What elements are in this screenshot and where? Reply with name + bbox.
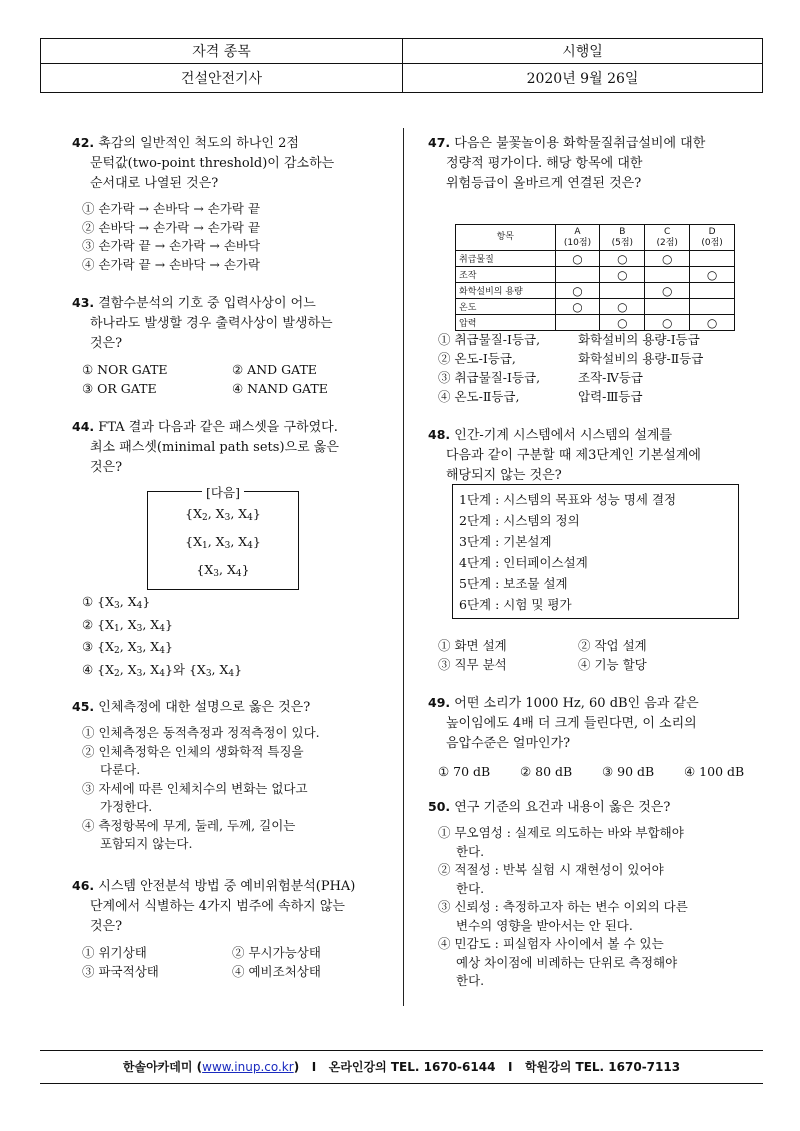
option-3-cont: 가정한다. xyxy=(100,799,153,814)
option-4-cont: 포함되지 않는다. xyxy=(100,836,193,851)
option-3[interactable]: ③ 90 dB xyxy=(602,764,655,779)
risk-table xyxy=(455,224,735,331)
table-header-grade: D (0점) xyxy=(690,225,735,251)
table-header-item: 항목 xyxy=(456,225,556,251)
table-cell xyxy=(555,315,600,331)
option-3[interactable]: ③ 파국적상태 xyxy=(82,964,159,979)
option-1[interactable]: ① 취급물질-Ⅰ등급, xyxy=(438,332,541,347)
question-50 xyxy=(428,797,768,991)
question-number: 47. xyxy=(428,135,451,150)
table-row xyxy=(456,299,735,315)
stage-6: 6단계 : 시험 및 평가 xyxy=(459,597,572,612)
option-4[interactable]: ④ 측정항목에 무게, 둘레, 두께, 길이는 xyxy=(82,817,296,833)
question-49 xyxy=(428,693,768,781)
question-text: 높이임에도 4배 더 크게 들린다면, 이 소리의 xyxy=(446,716,697,731)
question-text: 것은? xyxy=(90,460,123,475)
exam-info-table xyxy=(40,38,763,93)
question-48 xyxy=(428,425,768,486)
option-1[interactable]: ① 위기상태 xyxy=(82,945,147,960)
table-row-label: 조작 xyxy=(456,267,556,283)
table-row xyxy=(456,283,735,299)
option-4[interactable]: ④ 예비조처상태 xyxy=(232,964,321,979)
option-2[interactable]: ② AND GATE xyxy=(232,362,317,377)
question-43 xyxy=(72,293,392,398)
option-1-b: 화학설비의 용량-Ⅰ등급 xyxy=(578,332,700,347)
footer-website-link[interactable]: www.inup.co.kr xyxy=(202,1060,294,1074)
table-cell xyxy=(690,283,735,299)
option-4-cont2: 한다. xyxy=(456,973,485,988)
question-47-options xyxy=(428,330,768,406)
question-number: 44. xyxy=(72,419,95,434)
option-4[interactable]: ④ 손가락 끝 → 손바닥 → 손가락 xyxy=(82,256,261,272)
path-set-3: {$X_3$, $X_4$} xyxy=(196,562,250,579)
table-cell: ○ xyxy=(645,251,690,267)
option-1-cont: 한다. xyxy=(456,843,485,859)
question-47 xyxy=(428,133,768,194)
footer-separator: I xyxy=(507,1060,513,1074)
question-text: FTA 결과 다음과 같은 패스셋을 구하였다. xyxy=(98,420,338,435)
option-2[interactable]: ② 인체측정학은 인체의 생화학적 특징을 xyxy=(82,743,304,759)
table-cell: ○ xyxy=(600,299,645,315)
option-4-cont: 예상 차이점에 비례하는 단위로 측정해야 xyxy=(456,954,678,970)
option-3[interactable]: ③ 취급물질-Ⅰ등급, xyxy=(438,370,541,385)
footer xyxy=(40,1050,763,1084)
table-row-label: 취급물질 xyxy=(456,251,556,267)
footer-online-tel: 온라인강의 TEL. 1670-6144 xyxy=(328,1060,496,1074)
question-text: 시스템 안전분석 방법 중 예비위험분석(PHA) xyxy=(98,879,356,894)
exam-type-value: 건설안전기사 xyxy=(41,64,403,93)
table-cell xyxy=(555,267,600,283)
option-2-cont: 다룬다. xyxy=(100,762,141,777)
path-set-1: {$X_2$, $X_3$, $X_4$} xyxy=(185,506,261,523)
option-3[interactable]: ③ 자세에 따른 인체치수의 변화는 없다고 xyxy=(82,780,308,796)
table-cell: ○ xyxy=(645,315,690,331)
footer-offline-tel: 학원강의 TEL. 1670-7113 xyxy=(524,1060,681,1074)
table-cell: ○ xyxy=(555,283,600,299)
question-44-options xyxy=(72,593,392,683)
question-text: 촉감의 일반적인 척도의 하나인 2점 xyxy=(98,136,299,151)
question-text: 다음은 불꽃놀이용 화학물질취급설비에 대한 xyxy=(454,136,706,151)
question-text: 음압수준은 얼마인가? xyxy=(446,736,571,751)
option-4[interactable]: ④ {$X_2$, $X_3$, $X_4$}와 {$X_3$, $X_4$} xyxy=(82,661,243,679)
option-2[interactable]: ② 온도-Ⅰ등급, xyxy=(438,351,516,366)
table-row-label: 온도 xyxy=(456,299,556,315)
question-text: 단계에서 식별하는 4가지 범주에 속하지 않는 xyxy=(90,899,345,914)
option-2[interactable]: ② 80 dB xyxy=(520,764,573,779)
question-42 xyxy=(72,133,392,274)
table-cell: ○ xyxy=(555,299,600,315)
question-text: 것은? xyxy=(90,919,123,934)
question-number: 46. xyxy=(72,878,95,893)
option-2[interactable]: ② 적절성 : 반복 실험 시 재현성이 있어야 xyxy=(438,862,664,877)
option-1[interactable]: ① {$X_3$, $X_4$} xyxy=(82,594,151,611)
question-text: 정량적 평가이다. 해당 항목에 대한 xyxy=(446,156,643,171)
option-1[interactable]: ① 무오염성 : 실제로 의도하는 바와 부합해야 xyxy=(438,825,684,840)
table-cell: ○ xyxy=(690,315,735,331)
option-3[interactable]: ③ 직무 분석 xyxy=(438,657,507,672)
table-cell xyxy=(690,299,735,315)
stage-5: 5단계 : 보조물 설계 xyxy=(459,576,568,591)
question-text: 다음과 같이 구분할 때 제3단계인 기본설계에 xyxy=(446,448,701,463)
column-divider xyxy=(403,128,404,1006)
option-2[interactable]: ② 무시가능상태 xyxy=(232,945,321,960)
question-text: 위험등급이 올바르게 연결된 것은? xyxy=(446,176,642,191)
table-header-grade: A (10점) xyxy=(555,225,600,251)
option-2-b: 화학설비의 용량-Ⅱ등급 xyxy=(578,351,704,366)
box-title: [다음] xyxy=(202,485,244,500)
table-row-label: 화학설비의 용량 xyxy=(456,283,556,299)
footer-paren: ) xyxy=(293,1060,300,1074)
option-3[interactable]: ③ {$X_2$, $X_3$, $X_4$} xyxy=(82,639,173,656)
question-text: 결함수분석의 기호 중 입력사상이 어느 xyxy=(98,296,316,311)
table-cell xyxy=(645,267,690,283)
option-4[interactable]: ④ 민감도 : 피실험자 사이에서 볼 수 있는 xyxy=(438,936,664,951)
option-3-cont: 변수의 영향을 받아서는 안 된다. xyxy=(456,917,633,933)
stage-1: 1단계 : 시스템의 목표와 성능 명세 결정 xyxy=(459,492,677,507)
stage-2: 2단계 : 시스템의 정의 xyxy=(459,513,580,528)
option-2[interactable]: ② {$X_1$, $X_3$, $X_4$} xyxy=(82,616,173,634)
exam-type-label: 자격 종목 xyxy=(41,39,403,64)
option-1[interactable]: ① NOR GATE xyxy=(82,362,168,377)
question-45 xyxy=(72,697,392,854)
exam-date-value: 2020년 9월 26일 xyxy=(403,64,763,93)
table-row-label: 압력 xyxy=(456,315,556,331)
question-text: 인체측정에 대한 설명으로 옳은 것은? xyxy=(98,700,311,715)
table-row xyxy=(456,267,735,283)
question-46 xyxy=(72,876,392,981)
option-4[interactable]: ④ NAND GATE xyxy=(232,381,328,396)
table-cell: ○ xyxy=(645,283,690,299)
option-4-b: 압력-Ⅲ등급 xyxy=(578,389,643,404)
table-row xyxy=(456,251,735,267)
option-3[interactable]: ③ OR GATE xyxy=(82,381,157,396)
table-cell: ○ xyxy=(600,267,645,283)
question-text: 최소 패스셋(minimal path sets)으로 옳은 xyxy=(90,440,339,455)
question-text: 해당되지 않는 것은? xyxy=(446,468,562,483)
question-text: 문턱값(two-point threshold)이 감소하는 xyxy=(90,156,335,171)
table-cell xyxy=(600,283,645,299)
footer-separator: I xyxy=(311,1060,317,1074)
table-cell: ○ xyxy=(600,251,645,267)
question-text: 하나라도 발생할 경우 출력사상이 발생하는 xyxy=(90,316,333,331)
option-4[interactable]: ④ 온도-Ⅱ등급, xyxy=(438,389,520,404)
option-1[interactable]: ① 70 dB xyxy=(438,764,491,779)
table-header-grade: C (2점) xyxy=(645,225,690,251)
question-text: 연구 기준의 요건과 내용이 옳은 것은? xyxy=(454,800,671,815)
exam-date-label: 시행일 xyxy=(403,39,763,64)
option-3-b: 조작-Ⅳ등급 xyxy=(578,370,644,385)
path-set-box xyxy=(147,485,299,590)
table-cell: ○ xyxy=(555,251,600,267)
question-number: 50. xyxy=(428,799,451,814)
option-2-cont: 한다. xyxy=(456,880,485,896)
stage-3: 3단계 : 기본설계 xyxy=(459,534,552,549)
option-1[interactable]: ① 화면 설계 xyxy=(438,638,507,653)
table-header-grade: B (5점) xyxy=(600,225,645,251)
question-48-options xyxy=(428,636,768,674)
design-stage-box xyxy=(452,484,739,619)
option-2[interactable]: ② 작업 설계 xyxy=(578,638,647,653)
question-text: 순서대로 나열된 것은? xyxy=(90,176,219,191)
option-4[interactable]: ④ 기능 할당 xyxy=(578,657,647,672)
table-row xyxy=(456,315,735,331)
option-4[interactable]: ④ 100 dB xyxy=(684,764,745,779)
path-set-2: {$X_1$, $X_3$, $X_4$} xyxy=(185,534,261,551)
question-number: 45. xyxy=(72,699,95,714)
option-2[interactable]: ② 손바닥 → 손가락 → 손가락 끝 xyxy=(82,219,261,235)
question-number: 42. xyxy=(72,135,95,150)
question-text: 것은? xyxy=(90,336,123,351)
question-number: 48. xyxy=(428,427,451,442)
option-1[interactable]: ① 손가락 → 손바닥 → 손가락 끝 xyxy=(82,201,261,216)
table-cell xyxy=(645,299,690,315)
stage-4: 4단계 : 인터페이스설계 xyxy=(459,555,588,570)
question-number: 43. xyxy=(72,295,95,310)
option-1[interactable]: ① 인체측정은 동적측정과 정적측정이 있다. xyxy=(82,725,320,740)
question-number: 49. xyxy=(428,695,451,710)
table-cell: ○ xyxy=(600,315,645,331)
question-text: 인간-기계 시스템에서 시스템의 설계를 xyxy=(454,428,673,443)
question-text: 어떤 소리가 1000 Hz, 60 dB인 음과 같은 xyxy=(454,696,699,711)
option-3[interactable]: ③ 손가락 끝 → 손가락 → 손바닥 xyxy=(82,238,261,253)
question-44 xyxy=(72,417,392,478)
table-cell: ○ xyxy=(690,267,735,283)
option-3[interactable]: ③ 신뢰성 : 측정하고자 하는 변수 이외의 다른 xyxy=(438,899,688,914)
footer-academy: 한솔아카데미 ( xyxy=(122,1060,203,1074)
table-cell xyxy=(690,251,735,267)
